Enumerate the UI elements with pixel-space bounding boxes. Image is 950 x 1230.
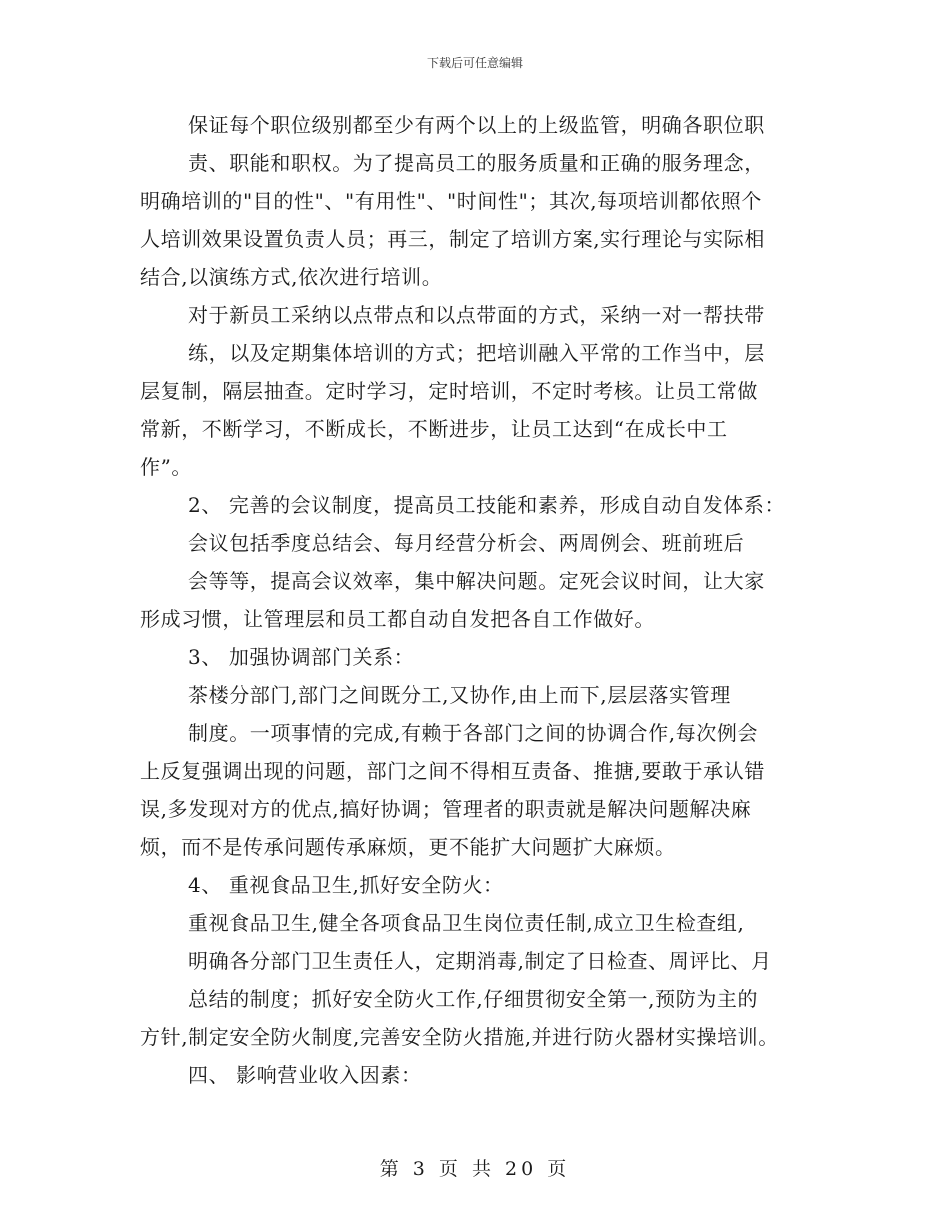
text-line: 形成习惯，让管理层和员工都自动自发把各自工作做好。: [140, 607, 655, 631]
text-line: 总结的制度；抓好安全防火工作,仔细贯彻安全第一,预防为主的: [188, 987, 759, 1011]
page-header-note: 下载后可任意编辑: [426, 56, 523, 70]
text-line: 重视食品卫生,健全各项食品卫生岗位责任制,成立卫生检查组,: [188, 911, 745, 935]
text-line: 方针,制定安全防火制度,完善安全防火措施,并进行防火器材实操培训。: [140, 1025, 779, 1049]
text-line: 保证每个职位级别都至少有两个以上的上级监管，明确各职位职: [188, 113, 765, 137]
text-line: 明确各分部门卫生责任人，定期消毒,制定了日检查、周评比、月: [188, 949, 772, 973]
text-line: 烦，而不是传承问题传承麻烦，更不能扩大问题扩大麻烦。: [140, 835, 676, 859]
section-heading-2: 2、 完善的会议制度，提高员工技能和素养，形成自动自发体系：: [188, 493, 786, 517]
text-line: 误,多发现对方的优点,搞好协调；管理者的职责就是解决问题解决麻: [140, 797, 752, 821]
section-heading-4: 4、 重视食品卫生,抓好安全防火：: [188, 873, 504, 897]
text-line: 人培训效果设置负责人员；再三，制定了培训方案,实行理论与实际相: [140, 227, 765, 251]
text-line: 明确培训的"目的性"、"有用性"、"时间性"；其次,每项培训都依照个: [140, 189, 762, 213]
section-heading-3: 3、 加强协调部门关系：: [188, 645, 415, 669]
text-line: 作”。: [140, 455, 193, 479]
text-line: 制度。一项事情的完成,有赖于各部门之间的协调合作,每次例会: [188, 721, 759, 745]
text-line: 会议包括季度总结会、每月经营分析会、两周例会、班前班后: [188, 531, 745, 555]
text-line: 常新，不断学习，不断成长，不断进步，让员工达到“在成长中工: [140, 417, 728, 441]
text-line: 结合,以演练方式,依次进行培训。: [140, 265, 443, 289]
section-heading-four: 四、 影响营业收入因素：: [188, 1063, 422, 1087]
text-line: 练，以及定期集体培训的方式；把培训融入平常的工作当中，层: [188, 341, 765, 365]
text-line: 会等等，提高会议效率，集中解决问题。定死会议时间，让大家: [188, 569, 765, 593]
page-number-footer: 第 3 页 共 20 页: [379, 1158, 571, 1180]
text-line: 责、职能和职权。为了提高员工的服务质量和正确的服务理念，: [188, 151, 765, 175]
text-line: 层复制，隔层抽查。定时学习，定时培训，不定时考核。让员工常做: [140, 379, 758, 403]
text-line: 对于新员工采纳以点带点和以点带面的方式，采纳一对一帮扶带: [188, 303, 765, 327]
text-line: 茶楼分部门,部门之间既分工,又协作,由上而下,层层落实管理: [188, 683, 731, 707]
text-line: 上反复强调出现的问题，部门之间不得相互责备、推搪,要敢于承认错: [140, 759, 765, 783]
